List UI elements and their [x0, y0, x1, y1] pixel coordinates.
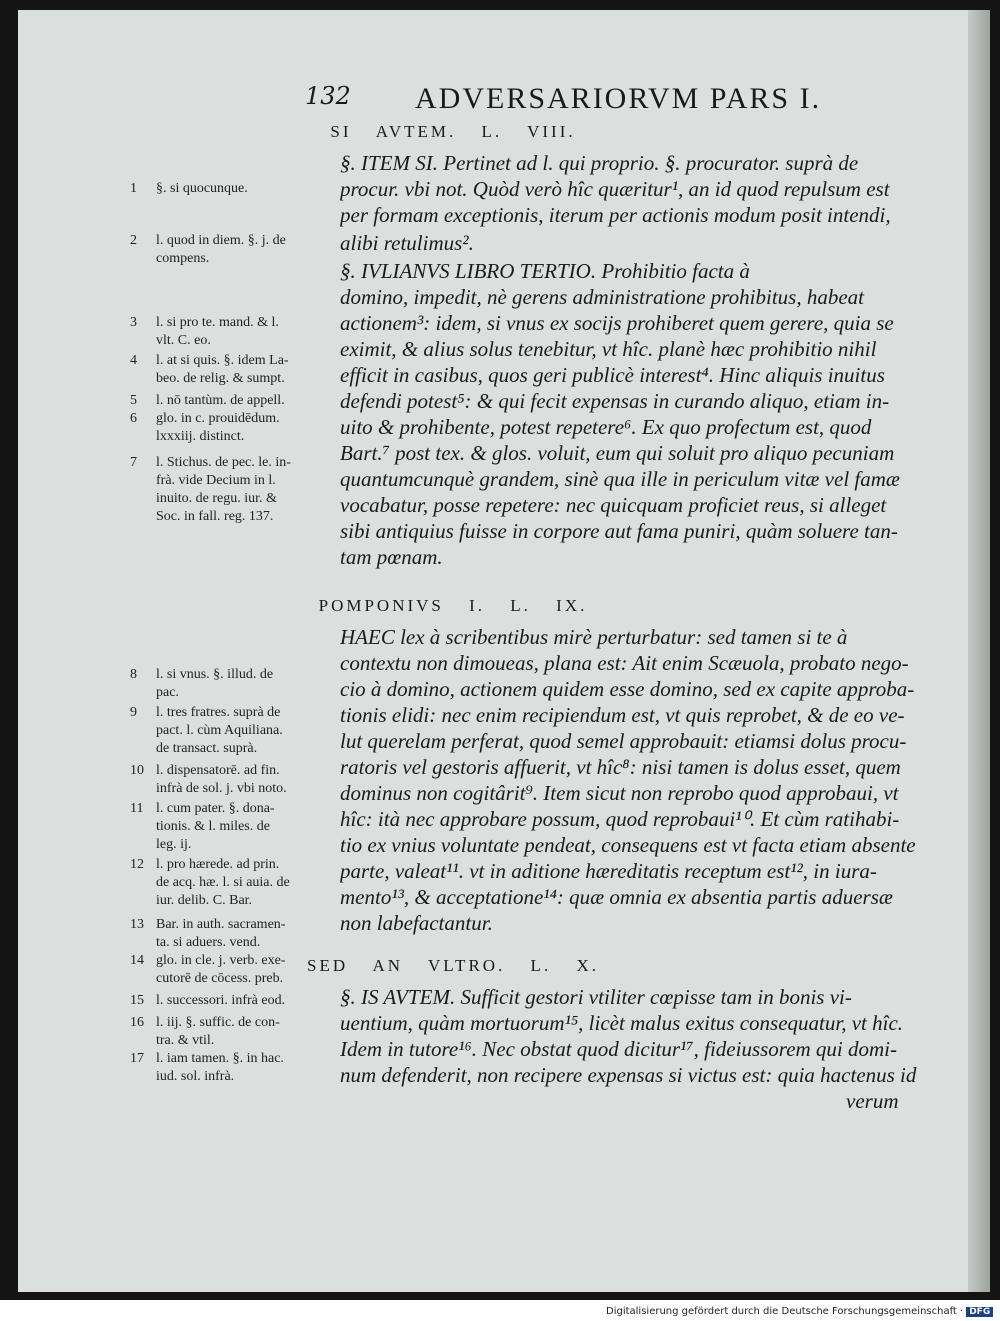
- text-line: dominus non cogitârit⁹. Item sicut non reprobo quod approbaui, vt: [340, 781, 899, 805]
- credit-text: Digitalisierung gefördert durch die Deutsche Forschungsgemeinschaft ·: [606, 1306, 964, 1317]
- note-number: 16: [130, 1015, 144, 1030]
- note-number: 14: [130, 953, 144, 968]
- note-text: l. successori. infrà eod.: [156, 993, 286, 1008]
- text-line: HAEC lex à scribentibus mirè perturbatur: sed tamen si te à: [340, 625, 848, 649]
- note-text: l. quod in diem. §. j. de compens.: [156, 233, 286, 266]
- section-heading: SED AN VLTRO. L. X.: [307, 956, 599, 975]
- note-text: l. Stichus. de pec. le. in- frà. vide Decium in l. inuito. de regu. iur. & Soc. in fall. reg. 137.: [156, 455, 291, 524]
- text-line: hîc: ità nec approbare possum, quod reprobaui¹⁰. Et cùm ratihabi-: [340, 807, 900, 831]
- note-text: l. dispensatorē. ad fin. infrà de sol. j. vbi noto.: [156, 763, 287, 796]
- note-text: l. iij. §. suffic. de con- tra. & vtil.: [156, 1015, 280, 1048]
- text-line: domino, impedit, nè gerens administratione prohibitus, habeat: [340, 285, 864, 309]
- text-line: verum: [846, 1089, 899, 1113]
- section-heading: POMPONIVS I. L. IX.: [318, 596, 588, 615]
- text-line: parte, valeat¹¹. vt in aditione hæreditatis receptum est¹², in iura-: [340, 859, 877, 883]
- text-line: Idem in tutore¹⁶. Nec obstat quod dicitur¹⁷, fideiussorem qui domi-: [340, 1037, 898, 1061]
- text-line: §. IS AVTEM. Sufficit gestori vtiliter cœpisse tam in bonis vi-: [340, 985, 852, 1009]
- text-line: Bart.⁷ post tex. & glos. voluit, eum qui soluit pro aliquo pecuniam: [340, 441, 895, 465]
- note-text: l. si pro te. mand. & l. vlt. C. eo.: [156, 315, 279, 348]
- text-line: per formam exceptionis, iterum per actionis modum posit intendi,: [340, 203, 891, 227]
- note-text: l. pro hærede. ad prin. de acq. hæ. l. si auia. de iur. delib. C. Bar.: [156, 857, 290, 908]
- note-number: 17: [130, 1051, 144, 1066]
- text-line: uentium, quàm mortuorum¹⁵, licèt malus exitus consequatur, vt hîc.: [340, 1011, 904, 1035]
- note-text: glo. in c. prouidēdum. lxxxiij. distinct.: [156, 411, 280, 444]
- note-number: 3: [130, 315, 137, 330]
- note-text: l. cum pater. §. dona- tionis. & l. miles. de leg. ij.: [156, 801, 275, 852]
- text-line: mento¹³, & acceptatione¹⁴: quæ omnia ex absentia partis aduersæ: [340, 885, 893, 909]
- text-line: sibi antiquius fuisse in corpore aut fama puniri, quàm soluere tan-: [340, 519, 898, 543]
- text-line: tam pœnam.: [340, 545, 443, 569]
- note-number: 12: [130, 857, 144, 872]
- text-line: procur. vbi not. Quòd verò hîc quæritur¹, an id quod repulsum est: [340, 177, 890, 201]
- note-text: l. nō tantùm. de appell.: [156, 393, 285, 408]
- note-text: l. si vnus. §. illud. de pac.: [156, 667, 274, 700]
- note-number: 11: [130, 801, 144, 816]
- text-line: non labefactantur.: [340, 911, 493, 935]
- book-page: [18, 10, 990, 1292]
- note-number: 2: [130, 233, 137, 248]
- note-text: l. iam tamen. §. in hac. iud. sol. infrà.: [156, 1051, 284, 1084]
- text-line: cio à domino, actionem quidem esse domino, sed ex capite approba-: [340, 677, 915, 701]
- note-number: 8: [130, 667, 137, 682]
- note-text: l. tres fratres. suprà de pact. l. cùm Aquiliana. de transact. suprà.: [156, 705, 283, 756]
- note-text: glo. in cle. j. verb. exe- cutorē de cōcess. preb.: [156, 953, 286, 986]
- text-line: vocabatur, posse repetere: nec quicquam proficiet reus, si alleget: [340, 493, 887, 517]
- text-line: ratoris vel gestoris affuerit, vt hîc⁸: nisi tamen is dolus esset, quem: [340, 755, 901, 779]
- note-text: l. at si quis. §. idem La- beo. de relig. & sumpt.: [156, 353, 289, 386]
- text-line: defendi potest⁵: & qui fecit expensas in curando aliquo, etiam in-: [340, 389, 890, 413]
- note-text: Bar. in auth. sacramen- ta. si aduers. vend.: [156, 917, 286, 950]
- text-line: eximit, & alius solus tenebitur, vt hîc. planè hæc prohibitio nihil: [340, 337, 877, 361]
- text-line: lut querelam perferat, quod semel approbauit: etiamsi dolus procu-: [340, 729, 907, 753]
- text-line: quantumcunquè grandem, sinè qua ille in periculum vitæ vel famæ: [340, 467, 900, 491]
- note-number: 7: [130, 455, 137, 470]
- text-line: tionis elidi: nec enim recipiendum est, vt quis reprobet, & de eo ve-: [340, 703, 905, 727]
- note-number: 9: [130, 705, 137, 720]
- dfg-logo: DFG: [966, 1307, 993, 1317]
- note-number: 15: [130, 993, 144, 1008]
- note-number: 10: [130, 763, 144, 778]
- running-title: ADVERSARIORVM PARS I.: [415, 82, 822, 115]
- page-edge: [968, 10, 990, 1292]
- note-text: §. si quocunque.: [156, 181, 248, 196]
- note-number: 5: [130, 393, 137, 408]
- section-heading: SI AVTEM. L. VIII.: [330, 122, 576, 141]
- text-line: §. ITEM SI. Pertinet ad l. qui proprio. §. procurator. suprà de: [340, 151, 859, 175]
- text-line: num defenderit, non recipere expensas si victus est: quia hactenus id: [340, 1063, 917, 1087]
- note-number: 6: [130, 411, 137, 426]
- note-number: 4: [130, 353, 137, 368]
- page-number: 132: [305, 82, 351, 110]
- note-number: 1: [130, 181, 137, 196]
- note-number: 13: [130, 917, 144, 932]
- text-line: contextu non dimoueas, plana est: Ait enim Scæuola, probato nego-: [340, 651, 909, 675]
- text-line: efficit in casibus, quos geri publicè interest⁴. Hinc aliquis inuitus: [340, 363, 885, 387]
- digitization-credit: [606, 1306, 1000, 1317]
- text-line: uito & prohibente, potest repetere⁶. Ex quo profectum est, quod: [340, 415, 872, 439]
- text-line: actionem³: idem, si vnus ex socijs prohiberet quem gerere, quia se: [340, 311, 894, 335]
- text-line: alibi retulimus².: [340, 231, 474, 255]
- text-line: tio ex vnius voluntate pendeat, consequens est vt facta etiam absente: [340, 833, 916, 857]
- text-line: §. IVLIANVS LIBRO TERTIO. Prohibitio facta à: [340, 259, 750, 283]
